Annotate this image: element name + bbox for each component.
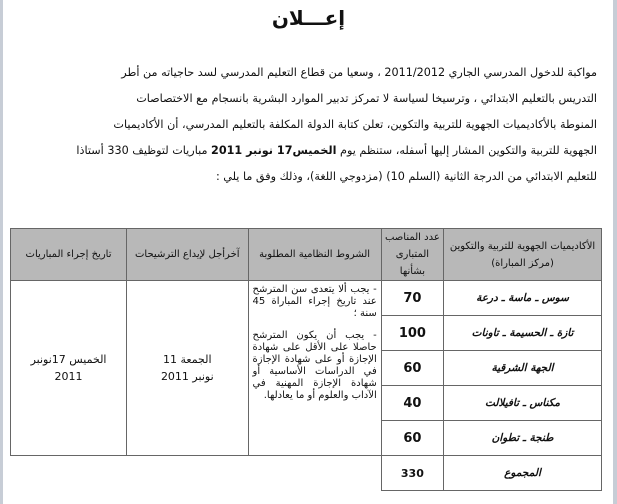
exam-date-line-1: الخميس 17نونبر	[30, 353, 107, 366]
academy-cell: سوس ـ ماسة ـ درعة	[444, 281, 602, 316]
paragraph-line-4-start: الجهوية للتربية والتكوين المشار إليها أسفله، ستنظم يوم	[336, 144, 597, 157]
exam-date-line-2: 2011	[54, 370, 83, 383]
empty-cell	[11, 456, 382, 491]
deadline-cell	[127, 281, 248, 456]
announcement-paragraph	[22, 60, 597, 190]
conditions-cell	[248, 281, 381, 456]
paragraph-line-2: التدريس بالتعليم الابتدائي ، وترسيخا لسياسة لا تمركز تدبير الموارد البشرية بانسجام مع الاختصاصات	[136, 92, 597, 105]
table-row	[11, 281, 602, 316]
left-frame-border	[0, 0, 3, 504]
table-header-row	[11, 229, 602, 281]
posts-cell: 60	[381, 421, 443, 456]
table-total-row	[11, 456, 602, 491]
academy-cell: الجهة الشرقية	[444, 351, 602, 386]
total-value-cell: 330	[381, 456, 443, 491]
paragraph-line-3: المنوطة بالأكاديميات الجهوية للتربية والتكوين، تعلن كتابة الدولة المكلفة بالتعليم المدرسي، أن الأكاديميات	[113, 118, 597, 131]
condition-age: - يجب ألا يتعدى سن المترشح عند تاريخ إجراء المباراة 45 سنة ؛	[252, 284, 377, 319]
academy-cell: طنجة ـ تطوان	[444, 421, 602, 456]
deadline-line-2: نونبر 2011	[160, 370, 214, 383]
posts-cell: 40	[381, 386, 443, 421]
paragraph-line-4-end: مباريات لتوظيف 330 أستاذا	[76, 144, 212, 157]
header-conditions: الشروط النظامية المطلوبة	[248, 229, 381, 281]
posts-cell: 100	[381, 316, 443, 351]
deadline-line-1: الجمعة 11	[163, 353, 212, 366]
condition-degree: - يجب أن يكون المترشح حاصلا على الأقل على شهادة الإجازة أو على شهادة الإجازة في الدراسات الأساسية أو شهادة الإجازة المهنية في الآداب والعلوم أو ما يعادلها.	[252, 330, 377, 401]
posts-cell: 70	[381, 281, 443, 316]
paragraph-line-5: للتعليم الابتدائي من الدرجة الثانية (السلم 10) (مزدوجي اللغة)، وذلك وفق ما يلي :	[215, 170, 597, 183]
paragraph-line-4	[22, 138, 597, 164]
total-label-cell: المجموع	[444, 456, 602, 491]
paragraph-line-1: مواكبة للدخول المدرسي الجاري 2011/2012 ، وسعيا من قطاع التعليم المدرسي لسد حاجياته من أطر	[121, 66, 597, 79]
header-academy: الأكاديميات الجهوية للتربية والتكوين (مركز المباراة)	[444, 229, 602, 281]
header-posts: عدد المناصب المتبارى بشأنها	[381, 229, 443, 281]
exam-date-highlight: الخميس17 نونبر 2011	[211, 144, 337, 157]
right-frame-border	[613, 0, 617, 504]
academy-cell: تازة ـ الحسيمة ـ تاونات	[444, 316, 602, 351]
posts-cell: 60	[381, 351, 443, 386]
recruitment-table	[10, 228, 602, 491]
exam-date-cell	[11, 281, 127, 456]
header-deadline: آخرأجل لإيداع الترشيحات	[127, 229, 248, 281]
page-title: إعـــلان	[271, 6, 346, 30]
header-exam-date: تاريخ إجراء المباريات	[11, 229, 127, 281]
academy-cell: مكناس ـ تافيلالت	[444, 386, 602, 421]
